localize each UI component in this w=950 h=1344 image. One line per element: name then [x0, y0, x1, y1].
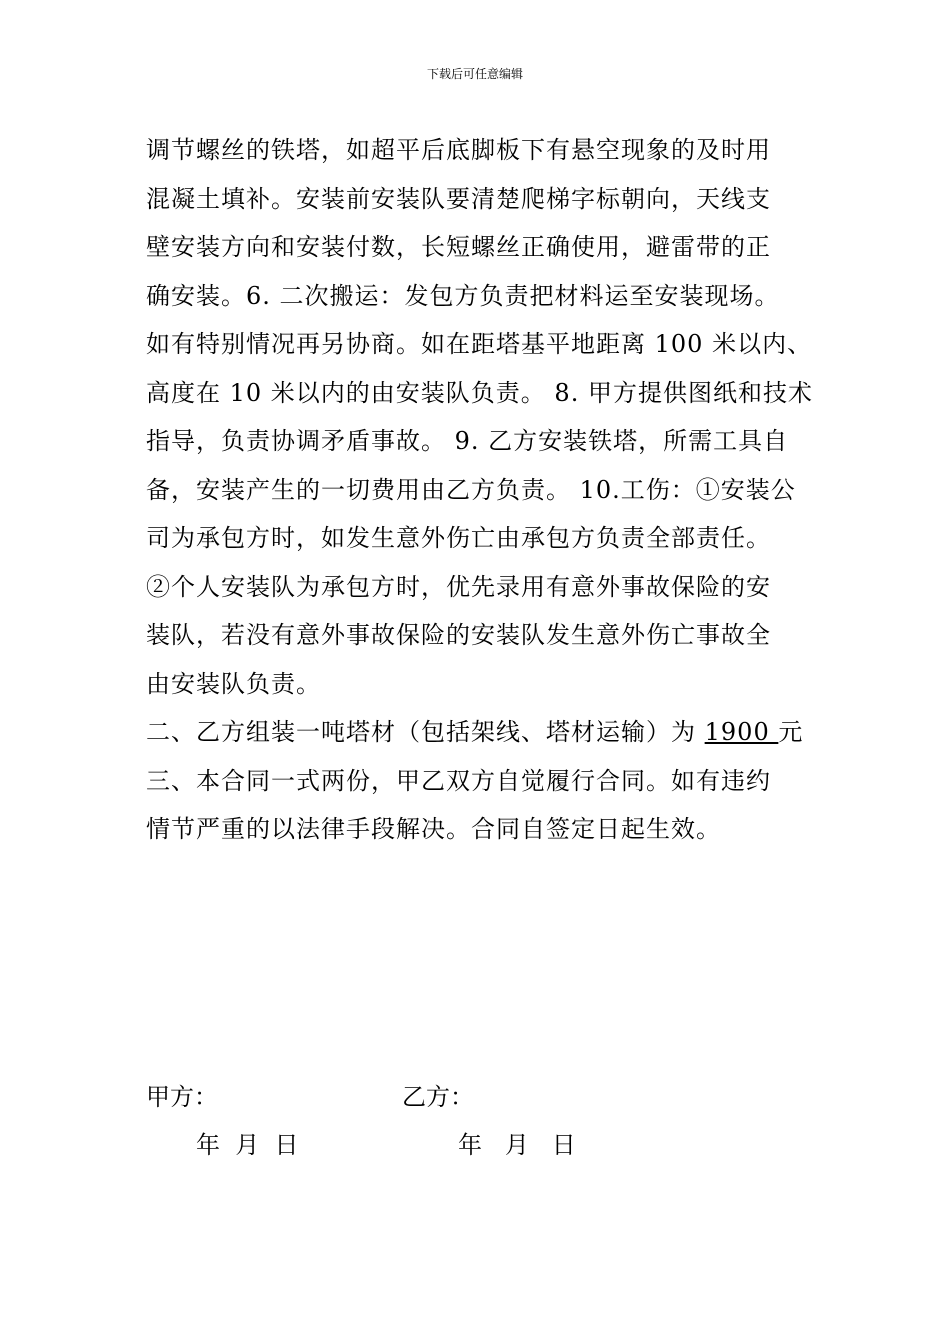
party-a-date: 年 月 日 — [196, 1131, 299, 1159]
body-line: 壁安装方向和安装付数，长短螺丝正确使用，避雷带的正 — [146, 233, 771, 261]
body-line: 调节螺丝的铁塔，如超平后底脚板下有悬空现象的及时用 — [146, 136, 771, 164]
clause-2-suffix: 元 — [778, 718, 804, 746]
clause-3-line: 情节严重的以法律手段解决。合同自签定日起生效。 — [146, 815, 721, 843]
body-line: 高度在 10 米以内的由安装队负责。 8. 甲方提供图纸和技术 — [146, 378, 813, 407]
body-line: ②个人安装队为承包方时，优先录用有意外事故保险的安 — [146, 572, 771, 601]
clause-3-line: 三、本合同一式两份，甲乙双方自觉履行合同。如有违约 — [146, 766, 771, 795]
body-line: 指导，负责协调矛盾事故。 9. 乙方安装铁塔，所需工具自 — [146, 427, 789, 455]
page-header: 下载后可任意编辑 — [426, 67, 523, 81]
clause-2 — [146, 708, 808, 757]
body-line: 如有特别情况再另协商。如在距塔基平地距离 100 米以内、 — [146, 330, 813, 358]
contract-body — [146, 126, 813, 854]
body-line: 备，安装产生的一切费用由乙方负责。 10.工伤：①安装公 — [146, 475, 796, 504]
party-a-label: 甲方： — [146, 1083, 218, 1111]
body-line: 确安装。6. 二次搬运：发包方负责把材料运至安装现场。 — [146, 281, 780, 310]
body-line: 装队，若没有意外事故保险的安装队发生意外伤亡事故全 — [146, 621, 771, 649]
body-line: 混凝土填补。安装前安装队要清楚爬梯字标朝向，天线支 — [146, 184, 771, 213]
clause-2-amount: 1900 — [704, 718, 779, 746]
clause-2-prefix: 二、乙方组装一吨塔材（包括架线、塔材运输）为 — [146, 718, 705, 746]
body-line: 司为承包方时，如发生意外伤亡由承包方负责全部责任。 — [146, 524, 771, 552]
body-line: 由安装队负责。 — [146, 669, 321, 698]
party-b-label: 乙方： — [402, 1083, 474, 1111]
party-b-date: 年 月 日 — [458, 1131, 576, 1159]
